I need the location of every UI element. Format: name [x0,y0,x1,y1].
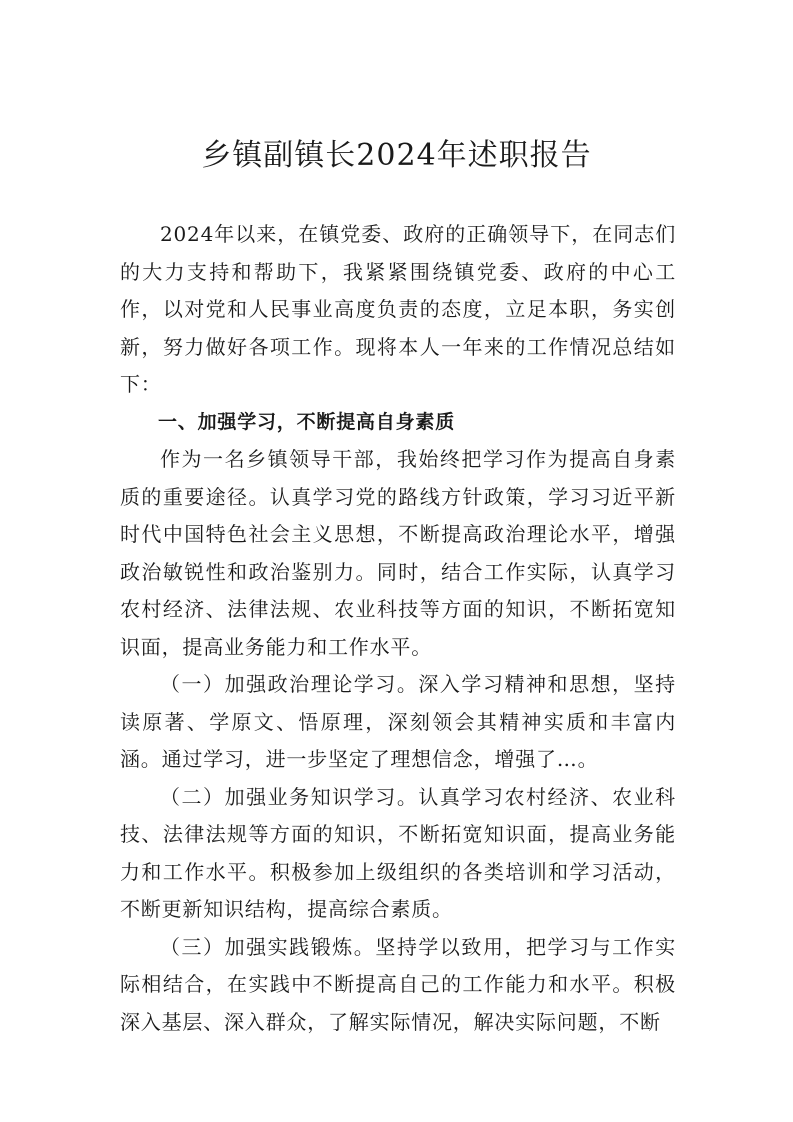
subsection-paragraph-1 [120,666,676,779]
section-paragraph: 作为一名乡镇领导干部，我始终把学习作为提高自身素质的重要途径。认真学习党的路线方针政策，学习习近平新时代中国特色社会主义思想，不断提高政治理论水平，增强政治敏锐性和政治鉴别力。同时，结合工作实际，认真学习农村经济、法律法规、农业科技等方面的知识，不断拓宽知识面，提高业务能力和工作水平。 [120,447,676,659]
subsection-paragraph-3 [120,929,676,1042]
subsection-lead-2: （二）加强业务知识学习。 [160,784,419,809]
subsection-lead-3: （三）加强实践锻炼。 [160,934,376,959]
subsection-text-3: 坚持学以致用，把学习与工作实际相结合，在实践中不断提高自己的工作能力和水平。积极深入基层、深入群众，了解实际情况，解决实际问题，不断 [120,934,677,1034]
subsection-text-2: 认真学习农村经济、农业科技、法律法规等方面的知识，不断拓宽知识面，提高业务能力和工作水平。积极参加上级组织的各类培训和学习活动，不断更新知识结构，提高综合素质。 [120,784,676,921]
intro-paragraph: 2024年以来，在镇党委、政府的正确领导下，在同志们的大力支持和帮助下，我紧紧围绕镇党委、政府的中心工作，以对党和人民事业高度负责的态度，立足本职，务实创新，努力做好各项工作。现将本人一年来的工作情况总结如下： [120,222,676,396]
document-body [120,216,676,1041]
document-title: 乡镇副镇长2024年述职报告 [201,138,592,173]
subsection-paragraph-2 [120,779,676,929]
subsection-lead-1: （一）加强政治理论学习。 [160,672,419,696]
section-heading: 一、加强学习，不断提高自身素质 [158,410,456,433]
subsection-text-1: 深入学习精神和思想，坚持读原著、学原文、悟原理，深刻领会其精神实质和丰富内涵。通过学习，进一步坚定了理想信念，增强了…。 [120,672,676,771]
